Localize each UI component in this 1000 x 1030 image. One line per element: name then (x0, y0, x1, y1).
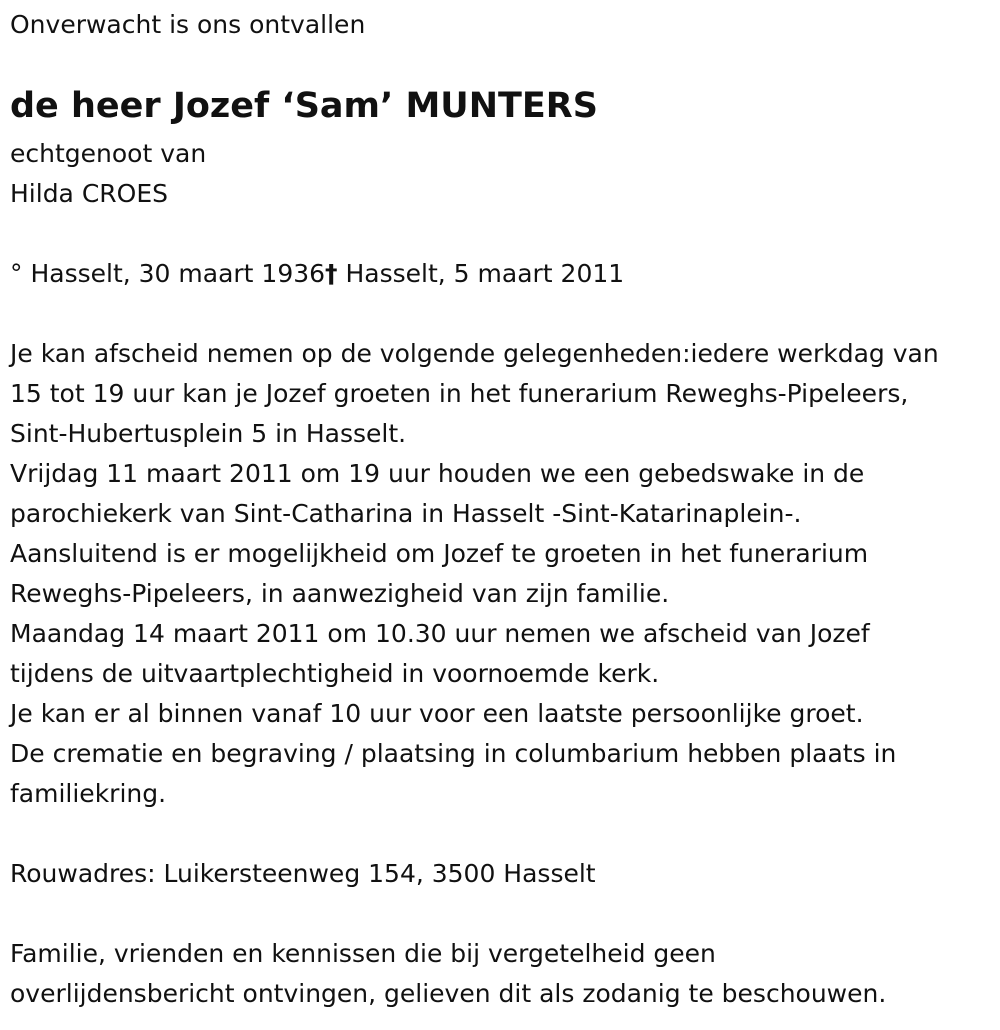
details-line: 15 tot 19 uur kan je Jozef groeten in het funerarium Reweghs-Pipeleers, (10, 379, 909, 408)
birth-info: ° Hasselt, 30 maart 1936 (10, 259, 326, 288)
details-line: Reweghs-Pipeleers, in aanwezigheid van zijn familie. (10, 579, 670, 608)
details-line: Maandag 14 maart 2011 om 10.30 uur nemen we afscheid van Jozef (10, 619, 870, 648)
closing-line: Familie, vrienden en kennissen die bij vergetelheid geen (10, 939, 716, 968)
death-info: Hasselt, 5 maart 2011 (337, 259, 625, 288)
details-line: Aansluitend is er mogelijkheid om Jozef te groeten in het funerarium (10, 539, 869, 568)
details-line: Je kan afscheid nemen op de volgende gelegenheden:iedere werkdag van (10, 339, 939, 368)
deceased-name: de heer Jozef ‘Sam’ MUNTERS (10, 86, 598, 126)
details-line: Sint-Hubertusplein 5 in Hasselt. (10, 419, 407, 448)
spouse-label: echtgenoot van (10, 139, 207, 168)
cross-icon: † (325, 259, 338, 288)
spouse-name: Hilda CROES (10, 179, 168, 208)
details-line: De crematie en begraving / plaatsing in columbarium hebben plaats in (10, 739, 897, 768)
details-line: Vrijdag 11 maart 2011 om 19 uur houden we een gebedswake in de (10, 459, 865, 488)
life-dates (10, 254, 624, 294)
closing-line: overlijdensbericht ontvingen, gelieven dit als zodanig te beschouwen. (10, 979, 887, 1008)
details-line: familiekring. (10, 779, 167, 808)
details-line: tijdens de uitvaartplechtigheid in voornoemde kerk. (10, 659, 660, 688)
details-line: Je kan er al binnen vanaf 10 uur voor een laatste persoonlijke groet. (10, 699, 864, 728)
intro-text: Onverwacht is ons ontvallen (10, 10, 366, 39)
details-line: parochiekerk van Sint-Catharina in Hasselt -Sint-Katarinaplein-. (10, 499, 802, 528)
mourning-address: Rouwadres: Luikersteenweg 154, 3500 Hasselt (10, 859, 596, 888)
